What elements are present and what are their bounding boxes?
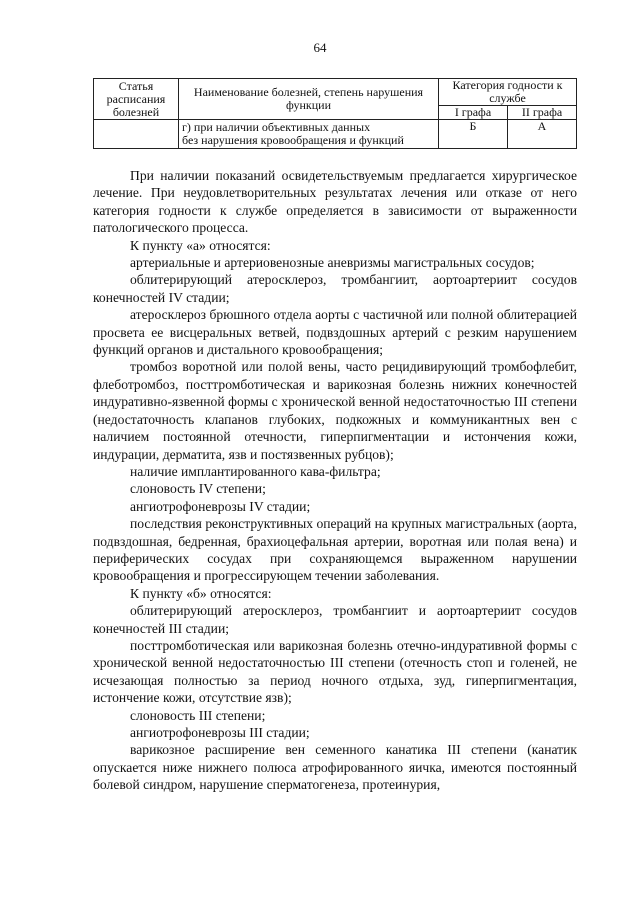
table-row (94, 120, 577, 149)
paragraph-postthrombotic: посттромботическая или варикозная болезнь отечно-индуративной формы с хронической венной недостаточностью III степени (отечность стоп и голеней, не исчезающая полностью за период ночного отдыха, зуд, гиперпигментация, истончение кожи, отсутствие язв); (93, 637, 577, 706)
paragraph-varicocele: варикозное расширение вен семенного канатика III степени (канатик опускается ниже нижнего полюса атрофированного яичка, имеются постоянный болевой синдром, нарушение сперматогенеза, протеинурия, (93, 742, 577, 793)
row-disease-line2: без нарушения кровообращения и функций (182, 133, 404, 147)
paragraph-elephantiasis-iv: слоновость IV степени; (130, 481, 266, 497)
header-col1: I графа (439, 106, 508, 120)
paragraph-point-a-heading: К пункту «а» относятся: (130, 237, 271, 253)
paragraph-thrombosis: тромбоз воротной или полой вены, часто рецидивирующий тромбофлебит, флеботромбоз, посттромботическая и варикозная болезнь нижних конечностей индуративно-язвенной формы с хронической венной недостаточностью III степени (недостаточность клапанов глубоких, подкожных и коммуникантных вен с наличием постоянной отечности, гиперпигментации и истончения кожи, индурации, дерматита, язв и постязвенных рубцов); (93, 359, 577, 462)
table-header-row (94, 79, 577, 106)
paragraph-angiotrophoneurosis-iv: ангиотрофоневрозы IV стадии; (130, 498, 311, 514)
header-category: Категория годности к службе (439, 79, 577, 106)
row-disease (179, 120, 439, 149)
row-disease-line1: г) при наличии объективных данных (182, 120, 371, 134)
header-disease: Наименование болезней, степень нарушения функции (179, 79, 439, 120)
paragraph-point-b-heading: К пункту «б» относятся: (130, 585, 272, 601)
header-article: Статья расписания болезней (94, 79, 179, 120)
row-article (94, 120, 179, 149)
paragraph-cava-filter: наличие имплантированного кава-фильтра; (130, 463, 381, 479)
paragraph-elephantiasis-iii: слоновость III степени; (130, 707, 266, 723)
paragraph-angiotrophoneurosis-iii: ангиотрофоневрозы III стадии; (130, 725, 310, 740)
header-col2: II графа (508, 106, 577, 120)
paragraph-atherosclerosis-iii: облитерирующий атеросклероз, тромбангиит и аортоартериит сосудов конечностей III стадии; (93, 603, 577, 636)
body-text (93, 167, 577, 794)
paragraph-surgery: При наличии показаний освидетельствуемым предлагается хирургическое лечение. При неудовлетворительных результатах лечения или отказе от него категория годности к службе определяется в зависимости от выраженности патологического процесса. (93, 168, 577, 236)
paragraph-aneurysms: артериальные и артериовенозные аневризмы магистральных сосудов; (130, 255, 535, 271)
row-col1: Б (439, 120, 508, 149)
page-number: 64 (313, 40, 327, 55)
paragraph-abdominal-aorta: атеросклероз брюшного отдела аорты с частичной или полной облитерацией просвета ее висцеральных ветвей, подвздошных артерий с резким нарушением функций органов и дистального кровообращения; (93, 307, 577, 358)
row-col2: А (508, 120, 577, 149)
paragraph-reconstructive-surgery: последствия реконструктивных операций на крупных магистральных (аорта, подвздошная, бедренная, брахиоцефальная артерии, воротная или полая вена) и периферических сосудах при сохраняющемся выраженном нарушении кровообращения и прогрессирующем течении заболевания. (93, 516, 577, 584)
category-table (93, 78, 577, 149)
paragraph-atherosclerosis-iv: облитерирующий атеросклероз, тромбангиит, аортоартериит сосудов конечностей IV стадии; (93, 272, 577, 305)
